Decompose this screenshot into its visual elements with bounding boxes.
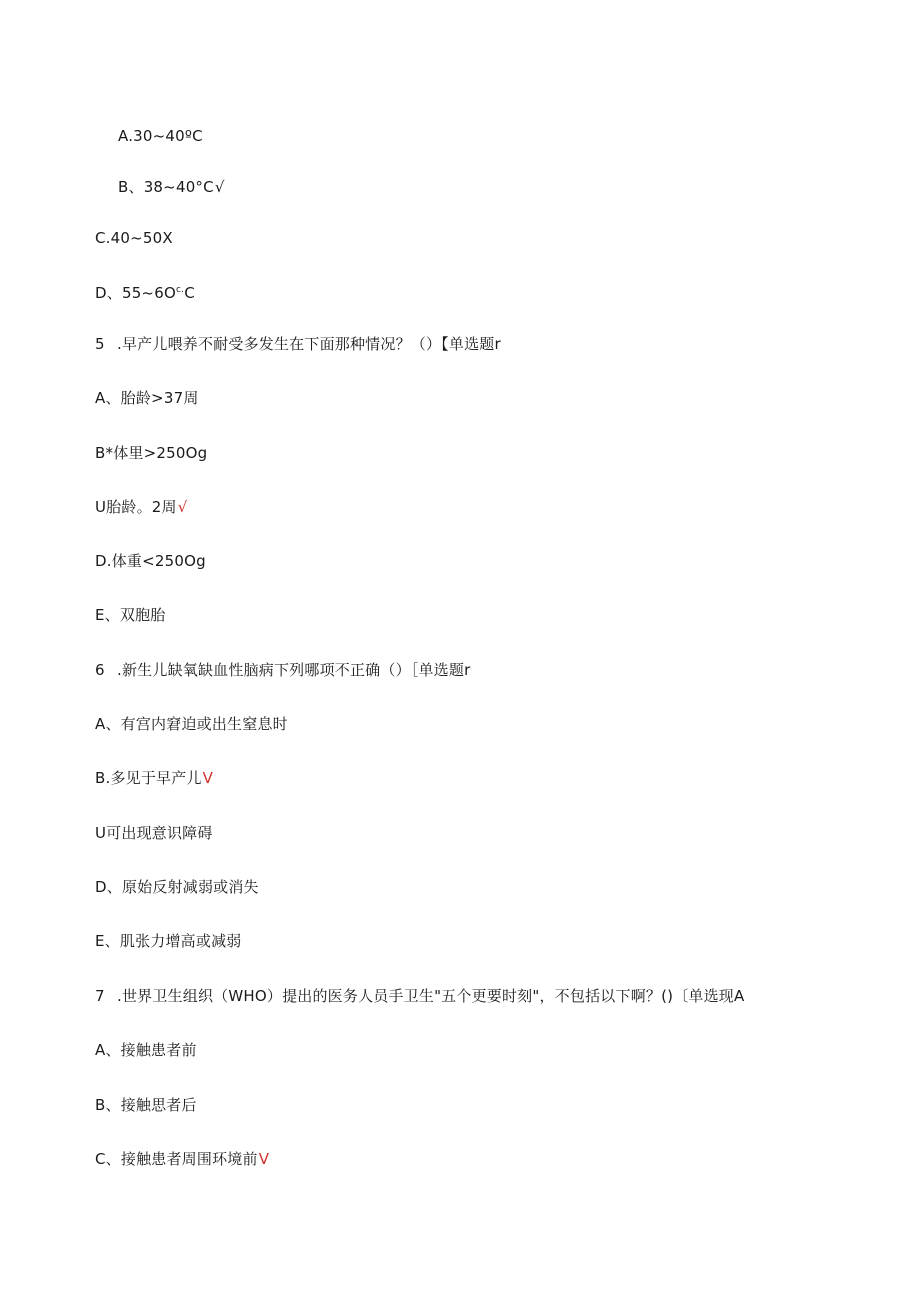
- option-text: A、接触患者前: [95, 1041, 197, 1059]
- option-text: U胎龄。2周: [95, 498, 177, 516]
- question-number: 7: [95, 987, 105, 1005]
- option-4d: D、$55\sim 6O^{c.}C$: [95, 284, 195, 302]
- option-text: B、38~40°C: [118, 178, 214, 196]
- option-6e: [95, 931, 241, 951]
- question-number: 6: [95, 661, 105, 679]
- option-text: U可出现意识障碍: [95, 824, 213, 842]
- option-text: E、肌张力增高或减弱: [95, 932, 242, 950]
- option-4a: [118, 126, 203, 146]
- answer-check-mark: √: [214, 178, 225, 196]
- option-6d: [95, 877, 259, 897]
- option-text: C、接触患者周围环境前: [95, 1150, 258, 1168]
- option-7b: [95, 1095, 197, 1115]
- option-5e: [95, 605, 165, 625]
- option-5d: [95, 551, 206, 571]
- option-text: D、原始反射减弱或消失: [95, 878, 259, 896]
- option-text: D.体重<250Og: [95, 552, 206, 570]
- option-text: A、有宫内窘迫或出生窒息时: [95, 715, 288, 733]
- option-text: E、双胞胎: [95, 606, 166, 624]
- option-text: C.40~50X: [95, 229, 173, 247]
- option-6c: [95, 823, 213, 843]
- question-text: .世界卫生组织（WHO）提出的医务人员手卫生"五个更要时刻"，不包括以下啊？()〔单选现A: [117, 987, 745, 1005]
- question-5: [95, 334, 501, 354]
- option-4c: [95, 228, 173, 248]
- option-text: B.多见于早产儿: [95, 769, 202, 787]
- answer-check-mark: V: [202, 769, 214, 787]
- question-number: 5: [95, 335, 105, 353]
- question-text: .早产儿喂养不耐受多发生在下面那种情况？（）【单选题r: [117, 335, 501, 353]
- option-5c: [95, 497, 188, 517]
- option-7a: [95, 1040, 197, 1060]
- option-5b: [95, 443, 207, 463]
- option-text: D、55~6O: [95, 284, 176, 302]
- option-text: B*体里>250Og: [95, 444, 208, 462]
- option-6b: [95, 768, 213, 788]
- option-4b: [118, 177, 225, 197]
- option-suffix-superscript: c.: [175, 285, 185, 295]
- option-5a: [95, 388, 199, 408]
- question-6: [95, 660, 470, 680]
- question-7: [95, 986, 744, 1006]
- answer-check-mark: √: [177, 498, 188, 516]
- option-text: B、接触思者后: [95, 1096, 197, 1114]
- question-text: .新生儿缺氧缺血性脑病下列哪项不正确（）［单选题r: [117, 661, 471, 679]
- option-text: A、胎龄>37周: [95, 389, 199, 407]
- option-text: A.30~40ºC: [118, 127, 203, 145]
- option-7c: [95, 1149, 269, 1169]
- answer-check-mark: V: [258, 1150, 270, 1168]
- option-6a: [95, 714, 288, 734]
